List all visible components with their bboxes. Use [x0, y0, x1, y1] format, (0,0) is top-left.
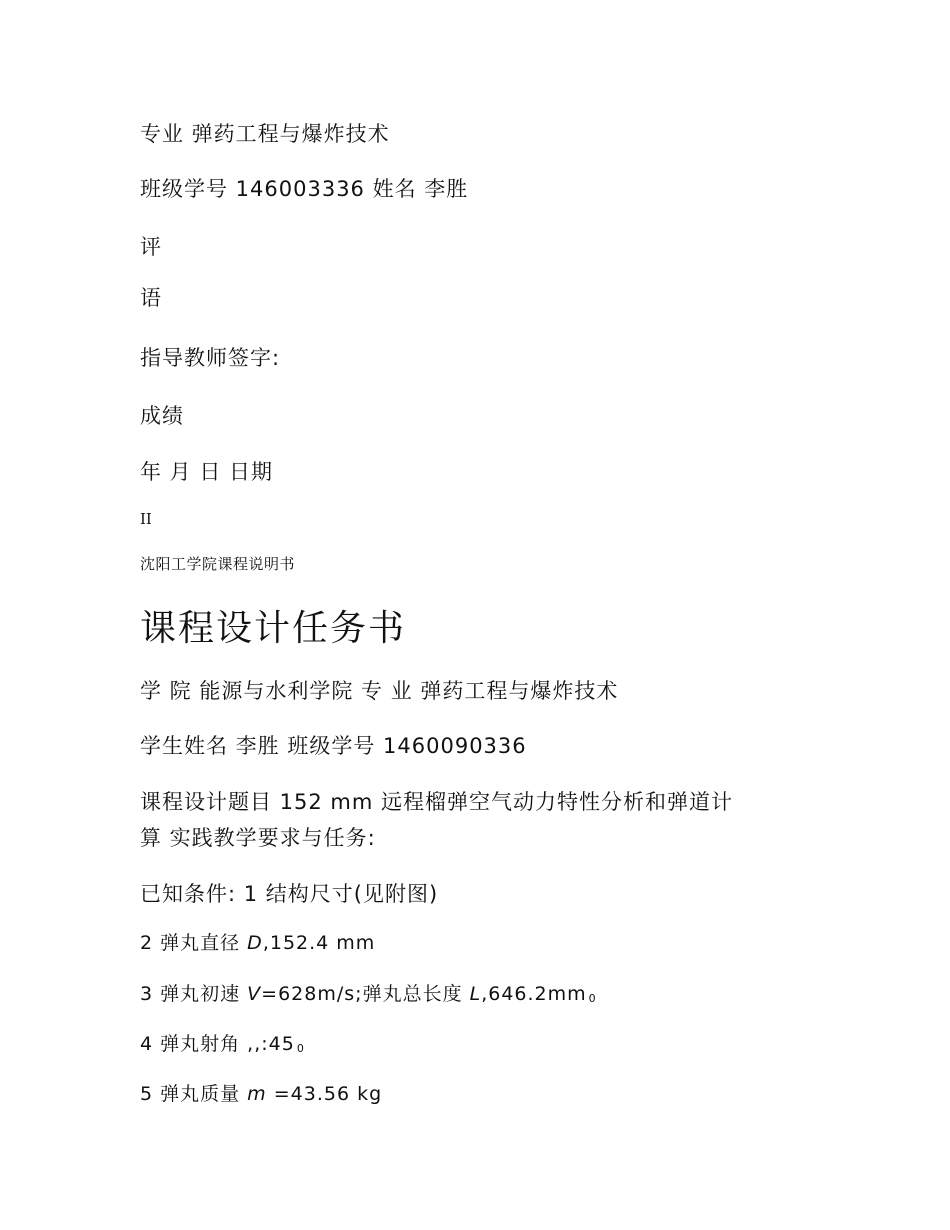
item-value: ,646.2mm [481, 983, 587, 1005]
variable-l: L [469, 983, 482, 1005]
item-text: =628m/s;弹丸总长度 [261, 983, 470, 1005]
item-value: =43.56 kg [266, 1083, 383, 1105]
variable-v: V [247, 983, 262, 1005]
page-header: 沈阳工学院课程说明书 [140, 555, 296, 573]
item-text: 2 弹丸直径 [140, 932, 248, 954]
page-title: 课程设计任务书 [140, 608, 407, 649]
subscript: 0 [296, 1042, 305, 1055]
condition-item-diameter [140, 934, 375, 953]
topic-line-1: 课程设计题目 152 mm 远程榴弹空气动力特性分析和弹道计 [140, 790, 734, 814]
condition-item-velocity-length [140, 985, 597, 1004]
page-number: II [140, 510, 152, 528]
condition-item-mass [140, 1085, 382, 1104]
variable-m: m [247, 1083, 267, 1105]
item-value: ,152.4 mm [262, 932, 376, 954]
major-line: 专业 弹药工程与爆炸技术 [140, 122, 390, 146]
known-conditions: 已知条件: 1 结构尺寸(见附图) [140, 882, 439, 906]
comment-label-yu: 语 [140, 286, 162, 310]
grade-label: 成绩 [140, 404, 184, 428]
class-name-line: 班级学号 146003336 姓名 李胜 [140, 177, 469, 201]
college-line: 学 院 能源与水利学院 专 业 弹药工程与爆炸技术 [140, 679, 619, 703]
item-text: 5 弹丸质量 [140, 1083, 248, 1105]
subscript: 0 [588, 992, 597, 1005]
item-text: 4 弹丸射角 ,,:45 [140, 1033, 295, 1055]
comment-label-ping: 评 [140, 235, 162, 259]
item-text: 3 弹丸初速 [140, 983, 248, 1005]
student-line: 学生姓名 李胜 班级学号 1460090336 [140, 734, 527, 758]
date-line: 年 月 日 日期 [140, 460, 274, 484]
variable-d: D [247, 932, 263, 954]
advisor-signature-label: 指导教师签字: [140, 346, 281, 370]
topic-line-2: 算 实践教学要求与任务: [140, 826, 376, 850]
condition-item-angle [140, 1035, 305, 1054]
